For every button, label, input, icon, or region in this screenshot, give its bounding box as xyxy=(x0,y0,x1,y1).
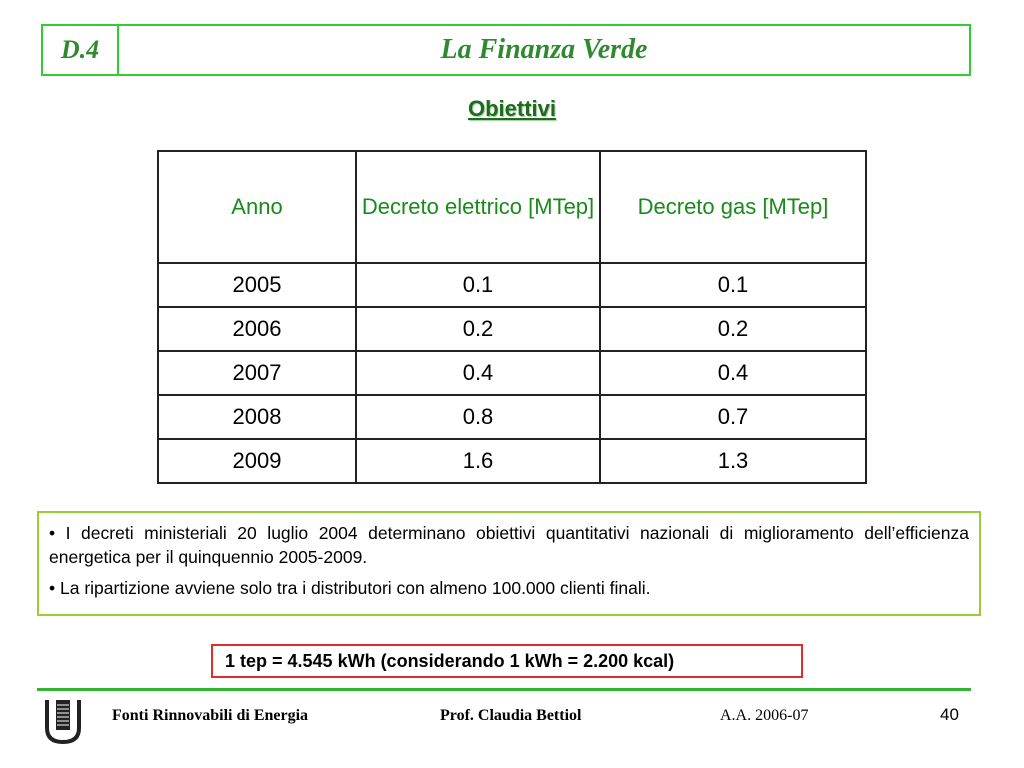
cell-elettrico: 0.4 xyxy=(356,351,600,395)
section-title: Obiettivi xyxy=(467,96,556,121)
table-row xyxy=(158,395,866,439)
cell-elettrico: 1.6 xyxy=(356,439,600,483)
table-row xyxy=(158,351,866,395)
university-logo-icon xyxy=(44,698,82,744)
cell-gas: 0.1 xyxy=(600,263,866,307)
table-row xyxy=(158,439,866,483)
cell-anno: 2005 xyxy=(158,263,356,307)
slide-code: D.4 xyxy=(43,26,119,74)
header-bar xyxy=(41,24,971,76)
note-item: • La ripartizione avviene solo tra i distributori con almeno 100.000 clienti finali. xyxy=(49,578,651,599)
cell-gas: 0.2 xyxy=(600,307,866,351)
footer-divider xyxy=(37,688,971,691)
cell-anno: 2008 xyxy=(158,395,356,439)
cell-anno: 2009 xyxy=(158,439,356,483)
footer-year: A.A. 2006-07 xyxy=(720,707,809,724)
cell-gas: 1.3 xyxy=(600,439,866,483)
note-item: • I decreti ministeriali 20 luglio 2004 determinano obiettivi quantitativi nazionali di miglioramento dell’efficienza energetica per il quinquennio 2005-2009. xyxy=(49,523,969,567)
column-header-anno: Anno xyxy=(158,151,356,263)
page-number: 40 xyxy=(940,705,959,724)
notes-box xyxy=(37,511,981,616)
objectives-table xyxy=(157,150,867,484)
footer-course: Fonti Rinnovabili di Energia xyxy=(112,707,309,724)
column-header-decreto-gas: Decreto gas [MTep] xyxy=(600,151,866,263)
cell-elettrico: 0.1 xyxy=(356,263,600,307)
cell-anno: 2007 xyxy=(158,351,356,395)
table-header-row xyxy=(158,151,866,263)
cell-gas: 0.4 xyxy=(600,351,866,395)
cell-anno: 2006 xyxy=(158,307,356,351)
column-header-decreto-elettrico: Decreto elettrico [MTep] xyxy=(356,151,600,263)
footer-professor: Prof. Claudia Bettiol xyxy=(440,707,582,724)
cell-elettrico: 0.2 xyxy=(356,307,600,351)
table-row xyxy=(158,307,866,351)
slide-header-title: La Finanza Verde xyxy=(440,34,648,65)
cell-elettrico: 0.8 xyxy=(356,395,600,439)
cell-gas: 0.7 xyxy=(600,395,866,439)
conversion-formula: 1 tep = 4.545 kWh (considerando 1 kWh = 2.200 kcal) xyxy=(211,644,803,678)
table-row xyxy=(158,263,866,307)
